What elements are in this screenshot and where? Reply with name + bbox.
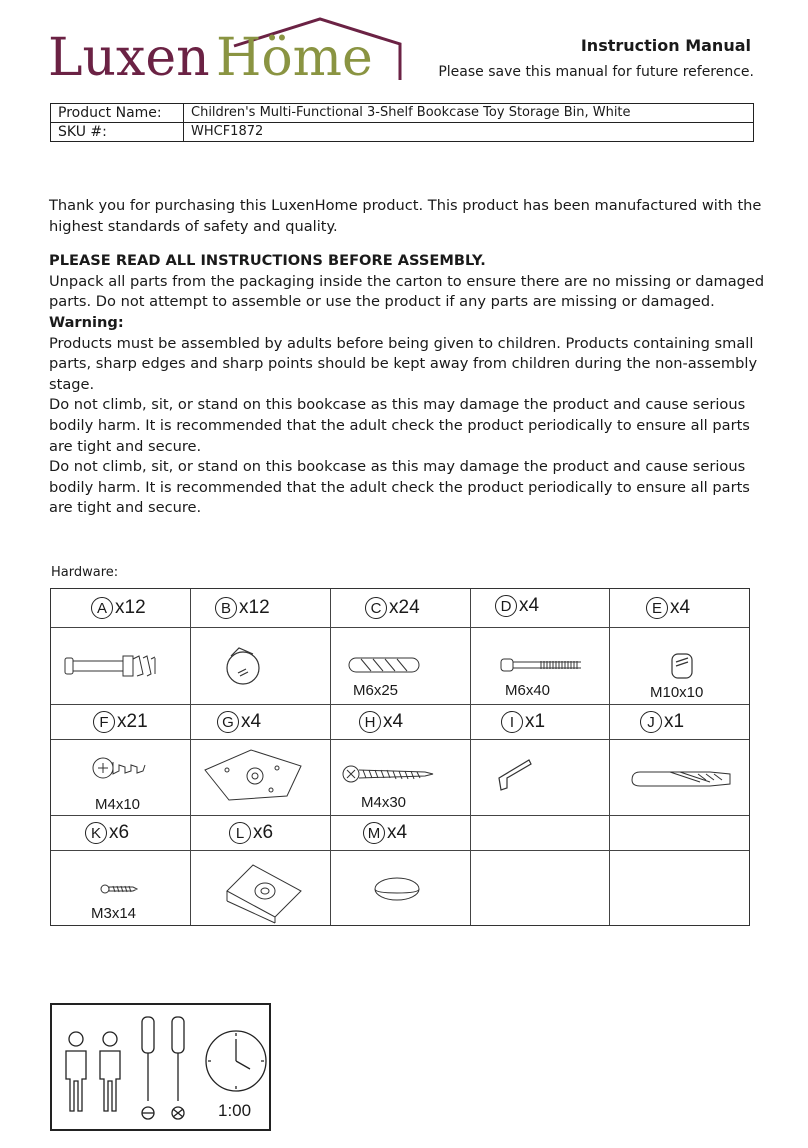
hardware-item-d-header — [471, 589, 610, 628]
letter-c-badge: C — [365, 597, 387, 619]
size-c: M6x25 — [353, 682, 399, 699]
person-icon — [66, 1032, 120, 1111]
hardware-grid — [50, 588, 750, 926]
hardware-item-k-image — [51, 851, 191, 925]
letter-k-badge: K — [85, 822, 107, 844]
product-name-label: Product Name: — [51, 104, 184, 123]
wall-anchor-icon — [610, 740, 749, 816]
corner-bracket-icon — [191, 851, 331, 925]
size-k: M3x14 — [91, 905, 137, 922]
hardware-item-i-header — [471, 705, 610, 740]
hardware-item-f-image — [51, 740, 191, 816]
warning-text-3: Do not climb, sit, or stand on this bookcase as this may damage the product and cause serious bodily harm. It is recommended that the adult check the product periodically to ensure all parts are tight and secure. — [49, 458, 750, 517]
hardware-item-e-header — [610, 589, 749, 628]
product-name-value: Children's Multi-Functional 3-Shelf Bookcase Toy Storage Bin, White — [184, 104, 754, 123]
assembly-time: 1:00 — [218, 1101, 252, 1120]
qty-f: x21 — [117, 711, 148, 732]
letter-a-badge: A — [91, 597, 113, 619]
hardware-label: Hardware: — [51, 565, 119, 580]
hardware-item-f-header — [51, 705, 191, 740]
qty-c: x24 — [389, 597, 420, 618]
letter-m-badge: M — [363, 822, 385, 844]
hardware-item-a-header — [51, 589, 191, 628]
clock-icon — [206, 1031, 266, 1091]
empty-cell — [610, 851, 749, 925]
letter-h-badge: H — [359, 711, 381, 733]
hardware-item-g-image — [191, 740, 331, 816]
letter-f-badge: F — [93, 711, 115, 733]
qty-j: x1 — [664, 711, 685, 732]
hardware-item-a-image — [51, 628, 191, 705]
letter-d-badge: D — [495, 595, 517, 617]
unpack-text: Unpack all parts from the packaging inside the carton to ensure there are no missing or damaged parts. Do not attempt to assemble or use the product if any parts are missing or damaged. — [49, 272, 765, 311]
hardware-item-j-header — [610, 705, 749, 740]
hardware-item-h-image — [331, 740, 471, 816]
hardware-item-h-header — [331, 705, 471, 740]
cam-lock-icon — [191, 628, 331, 705]
letter-e-badge: E — [646, 597, 668, 619]
qty-l: x6 — [253, 822, 274, 843]
hardware-item-l-image — [191, 851, 331, 925]
allen-key-icon — [471, 740, 610, 816]
hardware-item-e-image — [610, 628, 749, 705]
sku-value: WHCF1872 — [184, 123, 754, 142]
size-e: M10x10 — [650, 684, 704, 701]
size-d: M6x40 — [505, 682, 551, 699]
qty-g: x4 — [241, 711, 262, 732]
mounting-plate-icon — [191, 740, 331, 816]
hardware-item-m-image — [331, 851, 471, 925]
letter-j-badge: J — [640, 711, 662, 733]
qty-m: x4 — [387, 822, 408, 843]
empty-cell — [471, 851, 610, 925]
product-info-table — [50, 103, 754, 142]
intro-section — [49, 196, 765, 519]
qty-a: x12 — [115, 597, 146, 618]
size-f: M4x10 — [95, 796, 141, 813]
hardware-item-j-image — [610, 740, 749, 816]
wood-dowel-icon — [331, 628, 471, 705]
brand-name-part1: Luxen — [48, 28, 210, 88]
assembly-requirements-box — [50, 1003, 271, 1131]
manual-title: Instruction Manual — [580, 36, 751, 55]
letter-i-badge: I — [501, 711, 523, 733]
brand-logo — [48, 14, 408, 86]
sku-label: SKU #: — [51, 123, 184, 142]
hardware-item-c-header — [331, 589, 471, 628]
hardware-item-m-header — [331, 816, 471, 851]
empty-cell — [610, 816, 749, 851]
hardware-item-b-header — [191, 589, 331, 628]
screwdriver-icon — [142, 1017, 184, 1119]
letter-g-badge: G — [217, 711, 239, 733]
qty-e: x4 — [670, 597, 691, 618]
qty-b: x12 — [239, 597, 270, 618]
felt-pad-icon — [331, 851, 471, 925]
thank-you-text: Thank you for purchasing this LuxenHome product. This product has been manufactured with the highest standards of safety and quality. — [49, 197, 762, 235]
size-h: M4x30 — [361, 794, 407, 811]
warning-heading: Warning: — [49, 313, 124, 331]
qty-h: x4 — [383, 711, 404, 732]
hardware-item-l-header — [191, 816, 331, 851]
cam-bolt-icon — [51, 628, 191, 705]
letter-b-badge: B — [215, 597, 237, 619]
brand-name-part2: Höme — [216, 28, 373, 88]
hardware-item-c-image — [331, 628, 471, 705]
hardware-item-k-header — [51, 816, 191, 851]
hardware-item-b-image — [191, 628, 331, 705]
qty-k: x6 — [109, 822, 130, 843]
letter-l-badge: L — [229, 822, 251, 844]
hardware-item-g-header — [191, 705, 331, 740]
sku-row — [51, 123, 754, 142]
empty-cell — [471, 816, 610, 851]
manual-subtitle: Please save this manual for future reference. — [438, 64, 754, 80]
hardware-item-i-image — [471, 740, 610, 816]
product-name-row — [51, 104, 754, 123]
read-all-heading: PLEASE READ ALL INSTRUCTIONS BEFORE ASSEMBLY. — [49, 252, 486, 270]
warning-text-2: Do not climb, sit, or stand on this bookcase as this may damage the product and cause serious bodily harm. It is recommended that the adult check the product periodically to ensure all parts are tight and secure. — [49, 396, 750, 455]
qty-i: x1 — [525, 711, 546, 732]
warning-text-1: Products must be assembled by adults before being given to children. Products containing small parts, sharp edges and sharp points should be kept away from children during the non-assembly stage. — [49, 334, 758, 393]
qty-d: x4 — [519, 595, 540, 616]
hardware-item-d-image — [471, 628, 610, 705]
